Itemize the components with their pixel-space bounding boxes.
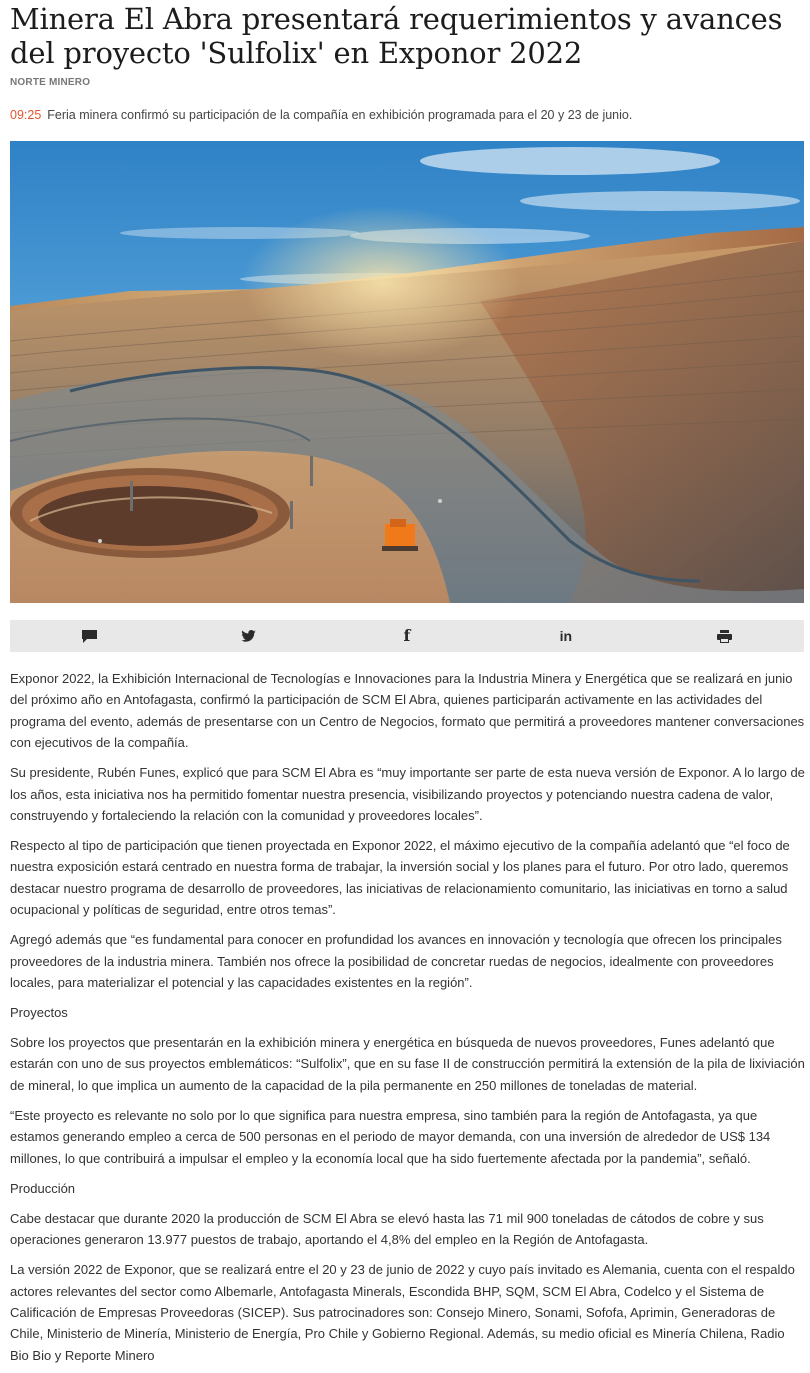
paragraph: Exponor 2022, la Exhibición Internacional de Tecnologías e Innovaciones para la Industria Minera y Energética que se realizará en junio del próximo año en Antofagasta, confirmó la participación de SCM El Abra, quienes participarán activamente en las actividades del programa del evento, además de presentarse con un Centro de Negocios, formato que permitirá a proveedores mantener conversaciones con ejecutivos de la compañía. <box>10 671 805 751</box>
article-title: Minera El Abra presentará requerimientos y avances del proyecto 'Sulfolix' en Exponor 2022 <box>10 2 783 70</box>
article-body <box>10 668 805 1373</box>
article-lead <box>10 107 805 123</box>
share-bar <box>10 620 804 652</box>
subheading-produccion: Producción <box>10 1180 76 1196</box>
paragraph: “Este proyecto es relevante no solo por lo que significa para nuestra empresa, sino también para la región de Antofagasta, ya que estamos generando empleo a cerca de 500 personas en el periodo de mayor demanda, con una inversión de alrededor de US$ 134 millones, lo que contribuirá a impulsar el empleo y la economía local que ha sido fuertemente afectada por la pandemia”, señaló. <box>10 1107 771 1166</box>
paragraph: Respecto al tipo de participación que tienen proyectada en Exponor 2022, el máximo ejecutivo de la compañía adelantó que “el foco de nuestra exposición estará centrado en nuestra forma de trabajar, la inversión social y los planes para el futuro. Por otro lado, queremos destacar nuestro programa de desarrollo de proveedores, las iniciativas de relacionamiento comunitario, las iniciativas en torno a salud ocupacional y políticas de seguridad, entre otros temas”. <box>10 838 790 918</box>
share-print-button[interactable] <box>645 620 804 652</box>
share-facebook-button[interactable] <box>328 620 487 652</box>
paragraph: Su presidente, Rubén Funes, explicó que para SCM El Abra es “muy importante ser parte de esta nueva versión de Exponor. A lo largo de los años, esta iniciativa nos ha permitido fomentar nuestra presencia, visibilizando proyectos y potenciando nuestra cadena de valor, construyendo y fortaleciendo la relación con la comunidad y proveedores locales”. <box>10 765 805 824</box>
paragraph: La versión 2022 de Exponor, que se realizará entre el 20 y 23 de junio de 2022 y cuyo país invitado es Alemania, cuenta con el respaldo actores relevantes del sector como Albemarle, Antofagasta Minerals, Escondida BHP, SQM, SCM El Abra, Codelco y el Sistema de Calificación de Empresas Proveedoras (SICEP). Sus patrocinadores son: Consejo Minero, Sonami, Sofofa, Aprimin, Generadoras de Chile, Ministerio de Minería, Ministerio de Energía, Pro Chile y Gobierno Regional. Además, su medio oficial es Minería Chilena, Radio Bio Bio y Reporte Minero <box>10 1262 795 1363</box>
subheading-proyectos: Proyectos <box>10 1005 68 1021</box>
linkedin-icon: in <box>559 628 573 644</box>
paragraph: Sobre los proyectos que presentarán en la exhibición minera y energética en búsqueda de nuevos proveedores, Funes adelantó que estarán con uno de sus proyectos emblemáticos: “Sulfolix”, que en su fase II de construcción permitirá la extensión de la pila de lixiviación de mineral, lo que implica un aumento de la capacidad de la pila permanente en 250 millones de toneladas de material. <box>10 1035 805 1093</box>
share-twitter-button[interactable] <box>169 620 328 652</box>
section-label[interactable]: NORTE MINERO <box>10 77 91 88</box>
share-linkedin-button[interactable] <box>486 620 645 652</box>
print-icon <box>717 630 732 643</box>
twitter-icon <box>241 630 256 642</box>
facebook-icon: f <box>403 626 411 645</box>
share-comment-button[interactable] <box>10 620 169 652</box>
comment-icon <box>82 630 97 643</box>
hero-image-open-pit-mine <box>10 141 804 603</box>
paragraph: Cabe destacar que durante 2020 la producción de SCM El Abra se elevó hasta las 71 mil 900 toneladas de cátodos de cobre y sus operaciones generaron 13.977 puestos de trabajo, aportando el 4,8% del empleo en la Región de Antofagasta. <box>10 1210 764 1248</box>
publish-time: 09:25 <box>10 108 42 122</box>
paragraph: Agregó además que “es fundamental para conocer en profundidad los avances en innovación y tecnología que ofrecen los principales proveedores de la industria minera. También nos ofrece la posibilidad de concretar ruedas de negocios, idealmente con proveedores locales, para materializar el potencial y las capacidades existentes en la región”. <box>10 932 782 991</box>
lead-text: Feria minera confirmó su participación de la compañía en exhibición programada para el 20 y 23 de junio. <box>47 108 633 122</box>
